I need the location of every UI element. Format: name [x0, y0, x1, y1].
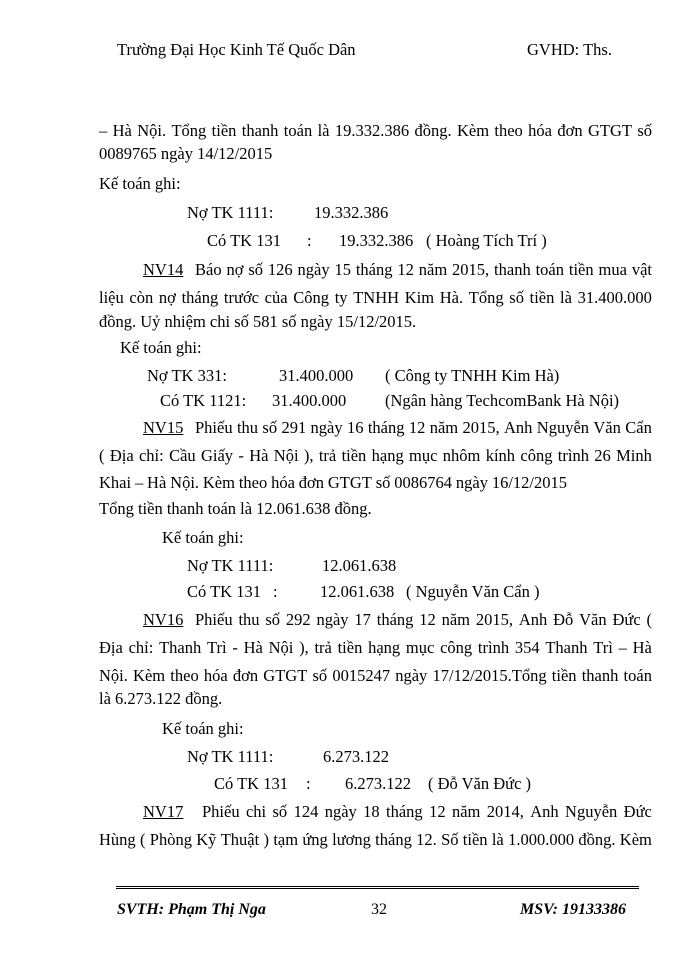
word: liệu	[99, 288, 124, 307]
word: hóa	[271, 473, 295, 492]
word: Công	[293, 288, 330, 307]
word: 2014,	[486, 802, 524, 821]
word: số	[509, 288, 524, 307]
credit-note: ( Hoàng Tích Trí )	[426, 231, 547, 250]
word: năm	[429, 418, 459, 437]
header-supervisor: GVHD: Ths.	[527, 40, 612, 59]
word: chỉ:	[128, 638, 154, 657]
word: tiền	[529, 288, 555, 307]
word: hóa	[203, 666, 228, 685]
word: là	[317, 121, 330, 140]
word: Hà	[249, 446, 269, 465]
debit-account-label: Nợ TK 331:	[147, 366, 227, 385]
word: số	[272, 802, 288, 821]
word: Cầu	[169, 446, 196, 465]
transaction-label-nv15: NV15	[143, 418, 184, 437]
word: Nguyễn	[536, 418, 590, 437]
word: năm	[441, 610, 471, 629]
word: GTGT	[327, 473, 372, 492]
word: đồng.	[414, 121, 452, 140]
word: 0015247	[332, 666, 391, 685]
paragraph-line	[99, 830, 652, 850]
word: đơn	[232, 666, 259, 685]
word: mục	[409, 446, 438, 465]
word: thanh	[494, 260, 531, 279]
debit-account-label: Nợ TK 1111:	[187, 203, 274, 222]
word: Kèm	[619, 830, 652, 849]
paragraph-line: là 6.273.122 đồng.	[99, 689, 223, 708]
word: Cẩn	[625, 418, 652, 437]
word: ),	[303, 446, 314, 465]
paragraph-line	[99, 121, 652, 141]
word: Kèm	[133, 666, 166, 685]
word: Anh	[504, 418, 533, 437]
debit-account-label: Nợ TK 1111:	[187, 747, 274, 766]
word: ngày	[395, 666, 428, 685]
word: ty	[334, 288, 348, 307]
word: Hà	[112, 121, 132, 140]
word: số	[637, 121, 652, 140]
word: Nội.	[170, 473, 200, 492]
word: công	[440, 638, 473, 657]
paragraph-line	[99, 288, 652, 308]
word: GTGT	[263, 666, 308, 685]
paragraph-line	[195, 418, 652, 438]
word: 18	[363, 802, 380, 821]
credit-note: ( Đỗ Văn Đức )	[428, 774, 532, 793]
word: toán	[535, 260, 565, 279]
word: thu	[238, 610, 260, 629]
word: 2015,	[452, 260, 490, 279]
word: 12	[397, 260, 414, 279]
word: 31.400.000	[577, 288, 652, 307]
word: tiền	[337, 638, 363, 657]
word: tháng	[181, 288, 219, 307]
word: trước	[223, 288, 259, 307]
credit-note: (Ngân hàng TechcomBank Hà Nội)	[385, 391, 620, 410]
word: Thanh	[545, 638, 588, 657]
credit-account-label: Có TK 131	[187, 582, 261, 601]
word: 124	[293, 802, 319, 821]
word: số	[312, 666, 328, 685]
word: theo	[238, 473, 268, 492]
word: nợ	[226, 260, 244, 279]
word: Phiếu	[195, 418, 233, 437]
word: ngày	[316, 610, 349, 629]
paragraph-line	[99, 666, 652, 686]
word: nhôm	[442, 446, 481, 465]
word: 17	[354, 610, 371, 629]
credit-amount: 12.061.638	[320, 582, 395, 601]
word: hóa	[528, 121, 552, 140]
word: số	[375, 473, 391, 492]
word: (	[139, 830, 146, 849]
word: số	[262, 418, 278, 437]
word: Văn	[579, 610, 607, 629]
transaction-label-nv17: NV17	[143, 802, 184, 821]
word: 126	[267, 260, 293, 279]
credit-note: ( Nguyễn Văn Cẩn )	[406, 582, 540, 601]
ke-toan-ghi-label: Kế toán ghi:	[162, 719, 244, 738]
paragraph-line: đồng. Uỷ nhiệm chi số 581 số ngày 15/12/2015.	[99, 312, 417, 331]
footer-student-id: MSV: 19133386	[520, 901, 626, 918]
word: Địa	[109, 446, 134, 465]
transaction-label-nv16: NV16	[143, 610, 184, 629]
word: Phiếu	[195, 610, 233, 629]
footer-rule	[116, 886, 639, 889]
word: còn	[129, 288, 154, 307]
word: Hà	[243, 638, 263, 657]
word: ),	[299, 638, 309, 657]
word: Đỗ	[553, 610, 574, 629]
word: Kèm	[202, 473, 235, 492]
word: Kèm	[456, 121, 490, 140]
debit-amount: 12.061.638	[322, 556, 397, 575]
word: Phòng	[149, 830, 192, 849]
word: 16	[346, 418, 364, 437]
word: (	[99, 446, 105, 465]
credit-account-label: Có TK 131	[207, 231, 281, 250]
word: )	[263, 830, 270, 849]
word: thu	[236, 418, 259, 437]
word: (	[646, 610, 652, 629]
ke-toan-ghi-label: Kế toán ghi:	[99, 174, 181, 193]
paragraph-line: 0089765 ngày 14/12/2015	[99, 144, 273, 163]
word: vật	[631, 260, 652, 279]
footer-student-name: SVTH: Phạm Thị Nga	[117, 901, 266, 918]
word: ngày	[310, 418, 343, 437]
word: ứng	[302, 830, 328, 849]
word: tiền	[341, 446, 367, 465]
word: số	[248, 260, 263, 279]
word: trả	[318, 446, 337, 465]
paragraph-line	[99, 638, 652, 658]
ke-toan-ghi-label: Kế toán ghi:	[120, 338, 202, 357]
word: công	[520, 446, 553, 465]
word: 19.332.386	[334, 121, 410, 140]
word: 12	[408, 418, 426, 437]
word: trả	[314, 638, 332, 657]
credit-separator: :	[273, 582, 278, 601]
word: –	[134, 473, 144, 492]
transaction-label-nv14: NV14	[143, 260, 184, 279]
word: mua	[598, 260, 627, 279]
word: ngày	[455, 473, 488, 492]
header-school: Trường Đại Học Kinh Tế Quốc Dân	[117, 40, 356, 59]
word: 26	[594, 446, 611, 465]
word: Văn	[593, 418, 621, 437]
word: toán	[623, 666, 652, 685]
debit-account-label: Nợ TK 1111:	[187, 556, 274, 575]
word: là	[491, 830, 504, 849]
word: 17/12/2015.Tổng	[432, 666, 547, 685]
word: Anh	[530, 802, 559, 821]
paragraph-line	[99, 446, 652, 466]
word: theo	[494, 121, 523, 140]
word: tháng	[386, 802, 423, 821]
word: Kỹ	[196, 830, 217, 849]
word: Nội.	[99, 666, 128, 685]
page-number: 32	[371, 901, 387, 918]
word: năm	[451, 802, 481, 821]
word: 354	[514, 638, 540, 657]
word: tháng	[355, 260, 393, 279]
word: theo	[170, 666, 199, 685]
word: nợ	[158, 288, 176, 307]
word: 0086764	[394, 473, 453, 492]
word: Phiếu	[202, 802, 240, 821]
debit-note: ( Công ty TNHH Kim Hà)	[385, 366, 560, 385]
word: đồng.	[578, 830, 616, 849]
word: Giấy	[200, 446, 234, 465]
word: Đức	[623, 802, 652, 821]
word: GTGT	[587, 121, 632, 140]
credit-account-label: Có TK 131	[214, 774, 288, 793]
word: thanh	[581, 666, 619, 685]
word: là	[560, 288, 572, 307]
word: Kim	[404, 288, 435, 307]
word: mục	[405, 638, 435, 657]
credit-amount: 19.332.386	[339, 231, 414, 250]
word: Nội.	[137, 121, 167, 140]
ke-toan-ghi-label: Kế toán ghi:	[162, 528, 244, 547]
word: 12	[429, 802, 446, 821]
word: 1.000.000	[508, 830, 575, 849]
word: Nguyễn	[565, 802, 618, 821]
word: Thanh	[159, 638, 202, 657]
word: trình	[557, 446, 589, 465]
word: hạng	[371, 446, 404, 465]
word: tiền	[462, 830, 488, 849]
word: Hùng	[99, 830, 136, 849]
word: -	[232, 638, 238, 657]
word: 12	[419, 610, 436, 629]
credit-separator: :	[307, 231, 312, 250]
word: 12.	[416, 830, 437, 849]
word: Hà	[147, 473, 167, 492]
word: tháng	[367, 418, 405, 437]
word: tiền	[211, 121, 237, 140]
word: Tổng	[468, 288, 504, 307]
word: 16/12/2015	[491, 473, 567, 492]
word: thanh	[241, 121, 279, 140]
word: Báo	[195, 260, 222, 279]
paragraph-line	[195, 260, 652, 280]
word: Hà.	[439, 288, 464, 307]
word: tạm	[273, 830, 299, 849]
credit-amount: 31.400.000	[272, 391, 347, 410]
credit-amount: 6.273.122	[345, 774, 411, 793]
word: Tổng	[171, 121, 207, 140]
paragraph-line: Tổng tiền thanh toán là 12.061.638 đồng.	[99, 499, 372, 518]
word: -	[238, 446, 244, 465]
word: 291	[281, 418, 307, 437]
word: tiền	[551, 666, 577, 685]
word: Số	[441, 830, 459, 849]
word: 2015,	[475, 610, 513, 629]
word: Trì	[206, 638, 227, 657]
word: chỉ:	[138, 446, 164, 465]
word: Nội	[268, 638, 294, 657]
word: toán	[283, 121, 313, 140]
word: số	[265, 610, 281, 629]
word: Anh	[518, 610, 548, 629]
word: kính	[485, 446, 516, 465]
word: Minh	[616, 446, 652, 465]
word: lương	[332, 830, 371, 849]
word: Đức	[612, 610, 641, 629]
word: Khai	[99, 473, 132, 492]
word: Địa	[99, 638, 123, 657]
credit-separator: :	[306, 774, 311, 793]
word: ngày	[297, 260, 330, 279]
word: đơn	[557, 121, 583, 140]
word: Hà	[632, 638, 652, 657]
word: chi	[245, 802, 267, 821]
word: –	[99, 121, 108, 140]
word: ngày	[324, 802, 357, 821]
word: hạng	[368, 638, 401, 657]
word: tháng	[375, 830, 412, 849]
paragraph-line	[195, 610, 652, 630]
word: của	[264, 288, 288, 307]
word: năm	[418, 260, 448, 279]
word: đơn	[298, 473, 325, 492]
word: Trì	[593, 638, 613, 657]
word: TNHH	[353, 288, 400, 307]
word: 2015,	[462, 418, 500, 437]
word: Thuật	[220, 830, 260, 849]
credit-account-label: Có TK 1121:	[160, 391, 247, 410]
word: Nội	[273, 446, 299, 465]
debit-amount: 6.273.122	[323, 747, 389, 766]
paragraph-line	[202, 802, 652, 822]
debit-amount: 31.400.000	[279, 366, 354, 385]
word: tiền	[568, 260, 594, 279]
word: trình	[477, 638, 510, 657]
word: 15	[334, 260, 351, 279]
paragraph-line	[99, 473, 567, 493]
debit-amount: 19.332.386	[314, 203, 389, 222]
word: –	[618, 638, 627, 657]
word: tháng	[376, 610, 414, 629]
word: 292	[285, 610, 311, 629]
